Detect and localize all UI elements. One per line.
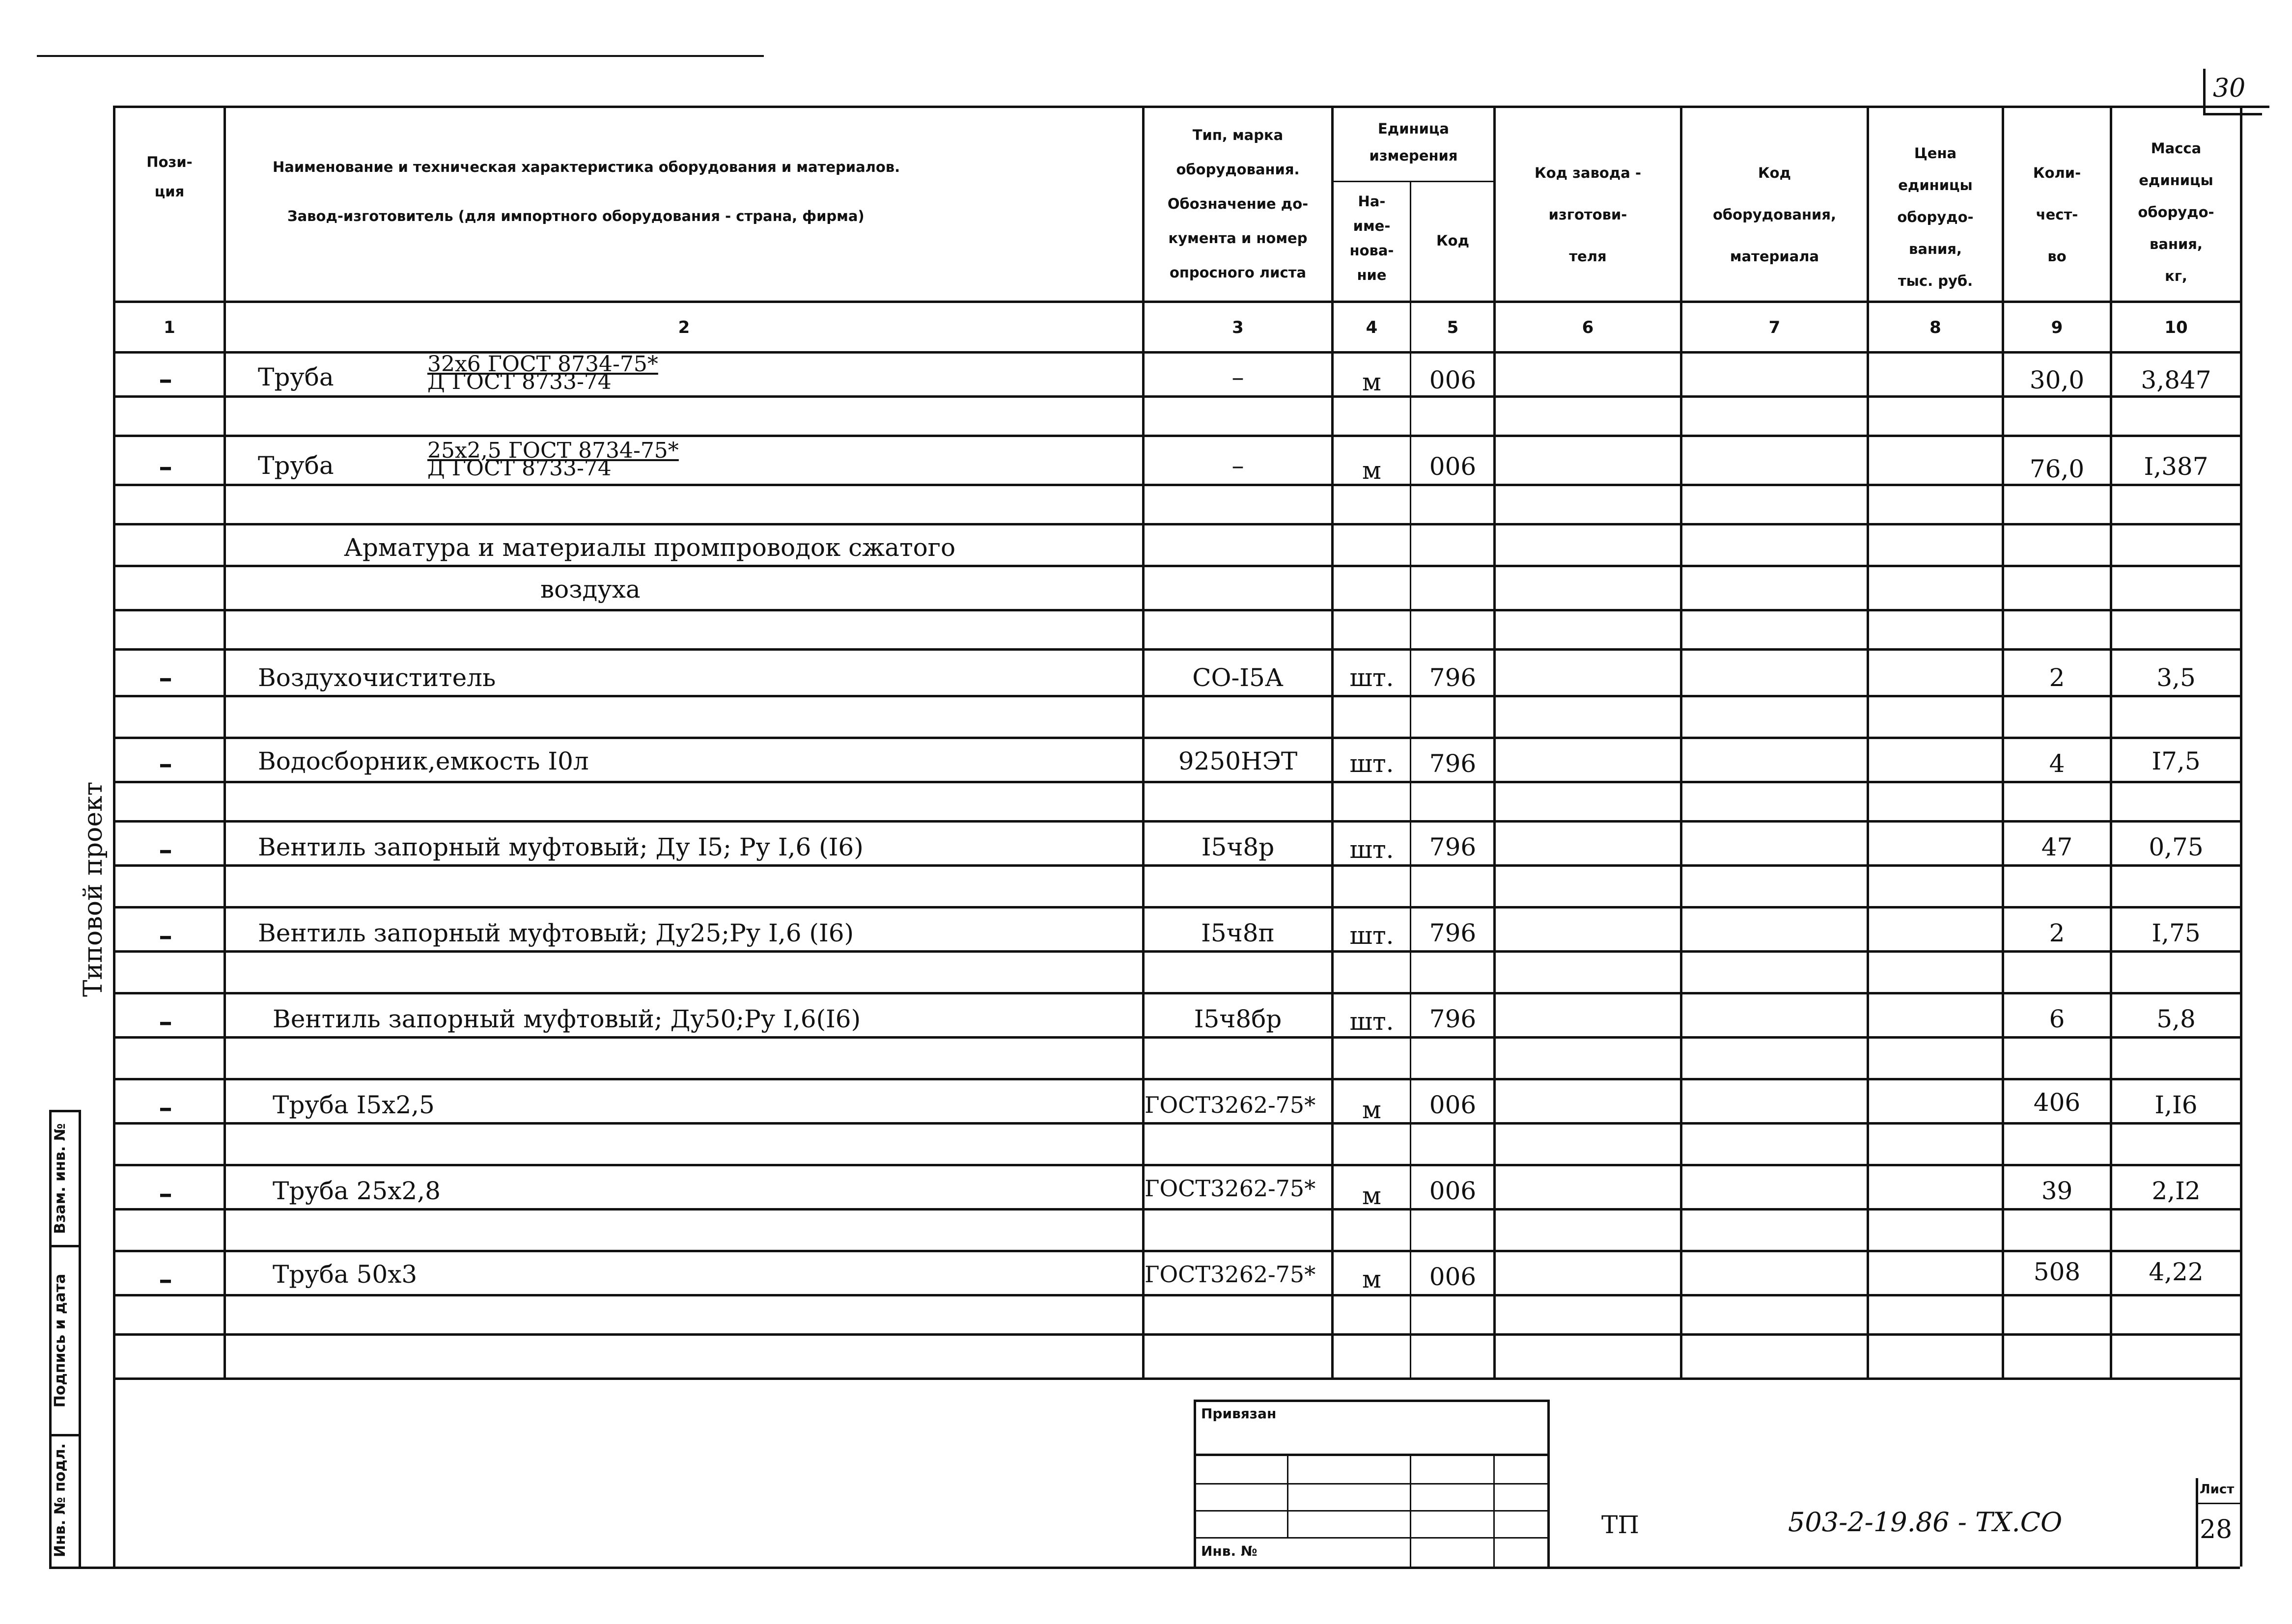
title-block-top (1194, 1400, 1547, 1402)
table-row-name: Воздухочиститель (258, 663, 496, 692)
corner-box-left (2203, 69, 2206, 115)
table-row-standard-top: 25x2,5 ГОСТ 8734-75* (427, 438, 679, 463)
header-factory-code: Код завода - изготови- теля (1535, 165, 1641, 265)
side-stamp-inv-podl: Инв. № подл. (52, 1443, 69, 1558)
table-row-code: 006 (1429, 366, 1477, 394)
row-line (113, 395, 2240, 398)
table-row-quantity: 406 (2033, 1088, 2081, 1117)
table-row-code: 006 (1429, 1263, 1477, 1291)
table-bottom-line (113, 1377, 2240, 1380)
table-row-type: СО-I5А (1192, 663, 1284, 692)
section-heading-line1: Арматура и материалы промпроводок сжатого (344, 533, 956, 562)
row-line (113, 1250, 2240, 1252)
table-row-type: I5ч8р (1201, 833, 1275, 861)
unit-group-divider (1331, 181, 1493, 182)
table-row-type: ГОСТ3262-75* (1145, 1175, 1316, 1202)
col-line (224, 106, 226, 1377)
column-number: 1 (164, 318, 175, 337)
table-row-code: 006 (1429, 452, 1477, 481)
table-row-name: Водосборник,емкость I0л (258, 747, 589, 775)
table-row-unit: м (1362, 1182, 1381, 1210)
table-row-unit: м (1362, 1265, 1381, 1294)
row-line (113, 695, 2240, 697)
side-stamp-podpis: Подпись и дата (52, 1273, 69, 1408)
title-doc-code: 503-2-19.86 - ТХ.СО (1788, 1507, 2063, 1538)
table-row-name: Вентиль запорный муфтовый; Ду25;Ру I,6 (I6) (258, 919, 854, 947)
table-row-mass: 4,22 (2149, 1258, 2204, 1286)
table-row-name: Труба 25x2,8 (273, 1177, 441, 1205)
column-number: 8 (1929, 318, 1941, 337)
table-row-type: – (1231, 451, 1244, 480)
header-name-line1: Наименование и техническая характеристика оборудования и материалов. (273, 159, 900, 175)
table-row-quantity: 4 (2049, 749, 2065, 778)
column-number: 9 (2051, 318, 2063, 337)
table-row-quantity: 39 (2041, 1177, 2073, 1205)
table-row-position: – (159, 1005, 172, 1038)
title-block-col (1287, 1454, 1288, 1537)
table-row-name: Труба (258, 451, 334, 480)
corner-box-bottom (2203, 113, 2262, 115)
table-row-type: – (1231, 363, 1244, 391)
table-row-code: 796 (1429, 749, 1477, 778)
table-row-quantity: 2 (2049, 663, 2065, 692)
table-row-name: Труба I5x2,5 (273, 1091, 435, 1119)
table-row-position: – (159, 919, 172, 952)
list-box-left (2196, 1478, 2198, 1567)
table-row-mass: 2,I2 (2152, 1177, 2201, 1205)
table-row-mass: I,75 (2152, 919, 2201, 947)
header-unit-mass: Масса единицы оборудо- вания, кг, (2138, 140, 2214, 284)
list-label: Лист (2200, 1482, 2235, 1497)
row-line (113, 609, 2240, 611)
table-row-mass: I,I6 (2154, 1091, 2198, 1119)
row-line (113, 781, 2240, 783)
table-row-quantity: 2 (2049, 919, 2065, 947)
table-row-unit: шт. (1349, 921, 1394, 950)
table-row-code: 796 (1429, 833, 1477, 861)
row-line (113, 864, 2240, 867)
table-row-position: – (159, 661, 172, 694)
title-block-col (1410, 1454, 1411, 1567)
privyazan-label: Привязан (1201, 1405, 1277, 1422)
table-row-quantity: 508 (2033, 1258, 2081, 1286)
title-tp: ТП (1601, 1511, 1639, 1539)
table-row-position: – (159, 1177, 172, 1210)
side-stamp-vzam: Взам. инв. № (52, 1123, 69, 1234)
table-row-name: Вентиль запорный муфтовый; Ду I5; Ру I,6 (I6) (258, 833, 864, 861)
table-row-unit: м (1362, 1096, 1381, 1124)
table-row-position: – (159, 450, 172, 483)
row-line (113, 484, 2240, 486)
header-unit-name: На- име- нова- ние (1349, 193, 1394, 283)
sheet-corner-number: 30 (2213, 74, 2246, 103)
row-line (113, 565, 2240, 567)
header-name-line2: Завод-изготовитель (для импортного оборудования - страна, фирма) (287, 208, 865, 224)
table-row-mass: 3,5 (2156, 663, 2196, 692)
table-row-position: – (159, 363, 172, 395)
table-row-mass: I,387 (2144, 452, 2208, 481)
list-box-divider (2196, 1503, 2240, 1504)
table-row-unit: шт. (1349, 749, 1394, 778)
table-row-code: 796 (1429, 663, 1477, 692)
col-line (1410, 181, 1411, 1377)
column-number: 5 (1447, 318, 1459, 337)
table-top-line (113, 106, 2269, 108)
table-row-type: I5ч8п (1201, 919, 1275, 947)
row-line (113, 523, 2240, 525)
row-line (113, 1294, 2240, 1296)
table-row-mass: I7,5 (2152, 747, 2201, 775)
table-row-name: Труба 50x3 (273, 1260, 418, 1289)
header-position: Пози- ция (146, 154, 193, 200)
table-row-quantity: 6 (2049, 1005, 2065, 1033)
table-row-name: Вентиль запорный муфтовый; Ду50;Ру I,6(I6) (273, 1005, 861, 1033)
row-line (113, 737, 2240, 739)
table-row-position: – (159, 1091, 172, 1124)
table-row-unit: шт. (1349, 663, 1394, 692)
top-border-line (37, 55, 764, 57)
row-line (113, 820, 2240, 823)
table-row-quantity: 47 (2041, 833, 2073, 861)
table-row-code: 006 (1429, 1091, 1477, 1119)
table-row-unit: м (1362, 456, 1381, 485)
table-row-unit: шт. (1349, 1007, 1394, 1036)
section-heading-line2: воздуха (540, 575, 641, 604)
column-number: 3 (1232, 318, 1244, 337)
inv-no-label: Инв. № (1201, 1543, 1258, 1559)
title-block-col (1493, 1454, 1495, 1567)
table-row-position: – (159, 1263, 172, 1295)
table-row-quantity: 30,0 (2029, 366, 2085, 394)
side-stamp-divider (49, 1567, 2240, 1569)
column-number: 6 (1582, 318, 1594, 337)
column-number: 2 (678, 318, 690, 337)
row-line (113, 1122, 2240, 1125)
table-row-name: Труба (258, 363, 334, 391)
table-row-unit: м (1362, 368, 1381, 396)
table-row-mass: 0,75 (2149, 833, 2204, 861)
column-number: 7 (1768, 318, 1781, 337)
header-equipment-code: Код оборудования, материала (1712, 165, 1837, 265)
table-row-unit: шт. (1349, 835, 1394, 864)
row-line (113, 1036, 2240, 1039)
title-block-border (1194, 1400, 1196, 1567)
table-row-quantity: 76,0 (2029, 455, 2085, 483)
row-line (113, 1208, 2240, 1211)
row-line (113, 1164, 2240, 1166)
header-unit-code: Код (1436, 232, 1470, 249)
row-line (113, 1333, 2240, 1336)
table-row-type: ГОСТ3262-75* (1145, 1092, 1316, 1118)
table-row-type: ГОСТ3262-75* (1145, 1261, 1316, 1288)
side-stamp-border (79, 1110, 81, 1567)
header-unit-group: Единица измерения (1369, 120, 1458, 164)
table-row-position: – (159, 833, 172, 866)
row-line (113, 648, 2240, 651)
list-number: 28 (2200, 1515, 2233, 1544)
row-line (113, 992, 2240, 994)
table-row-standard-bottom: Д ГОСТ 8733-74 (427, 456, 612, 481)
table-row-type: I5ч8бр (1194, 1005, 1282, 1033)
table-row-code: 796 (1429, 1005, 1477, 1033)
table-row-standard-bottom: Д ГОСТ 8733-74 (427, 369, 612, 394)
header-unit-price: Цена единицы оборудо- вания, тыс. руб. (1897, 145, 1974, 289)
column-number: 4 (1366, 318, 1378, 337)
column-number: 10 (2164, 318, 2188, 337)
row-line (113, 435, 2240, 437)
header-quantity: Коли- чест- во (2033, 165, 2081, 265)
table-row-mass: 3,847 (2141, 366, 2211, 394)
table-row-code: 796 (1429, 919, 1477, 947)
row-line (113, 1078, 2240, 1080)
side-title: Типовой проект (79, 781, 108, 997)
table-row-standard-top: 32x6 ГОСТ 8734-75* (427, 352, 658, 377)
table-row-position: – (159, 747, 172, 780)
header-type: Тип, марка оборудования. Обозначение до- кумента и номер опросного листа (1167, 127, 1309, 281)
col-line (2240, 106, 2242, 1567)
row-line (113, 906, 2240, 908)
col-line (1493, 106, 1496, 1377)
table-row-type: 9250НЭТ (1178, 747, 1298, 775)
col-line (1680, 106, 1682, 1377)
table-row-code: 006 (1429, 1177, 1477, 1205)
row-line (113, 950, 2240, 953)
table-row-mass: 5,8 (2156, 1005, 2196, 1033)
title-block-border (1547, 1400, 1550, 1567)
